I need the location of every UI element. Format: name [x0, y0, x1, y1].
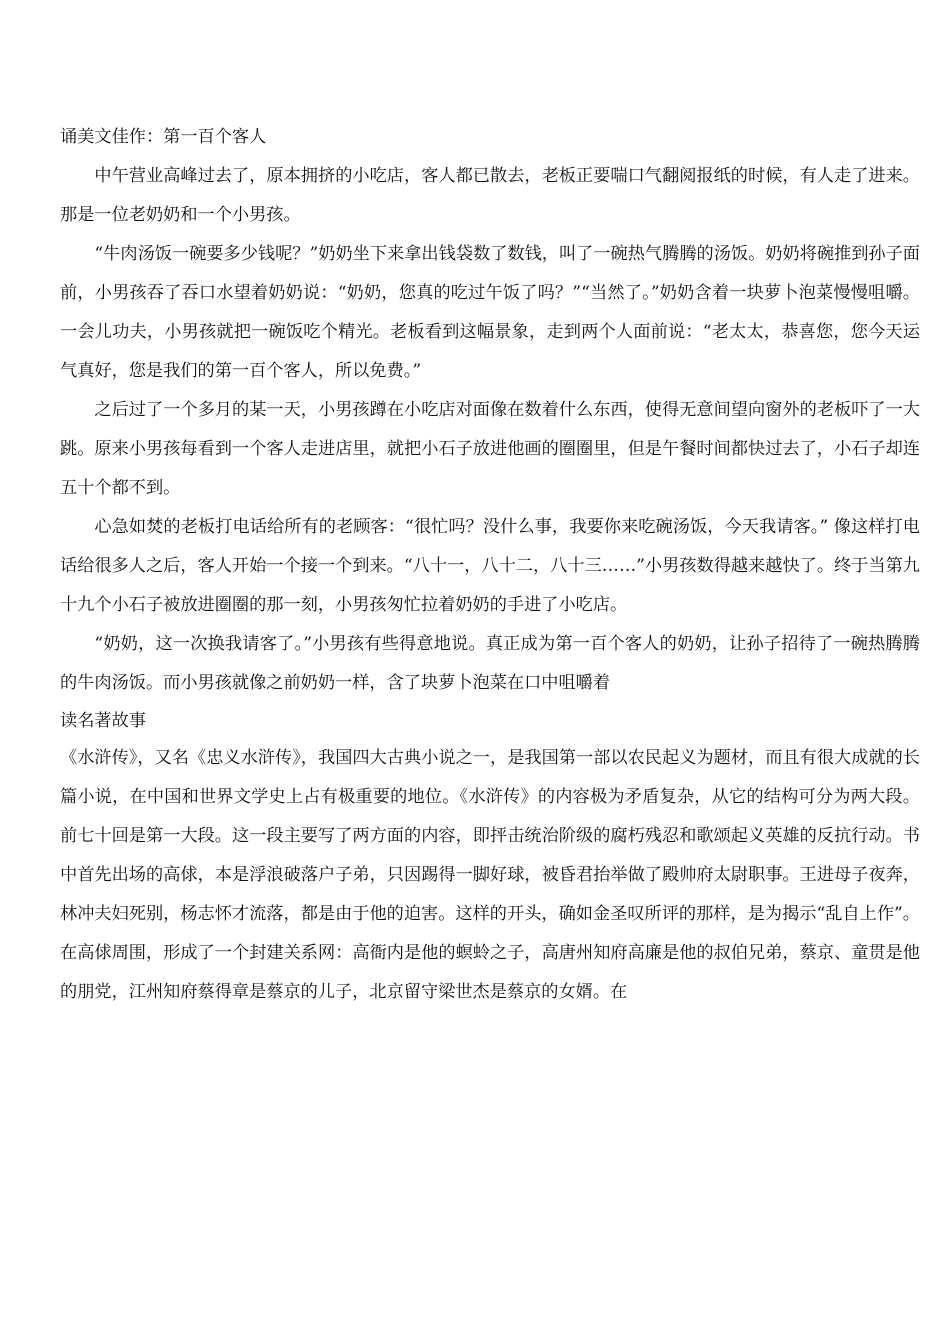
story-section-title: 读名著故事 — [60, 711, 146, 731]
article-paragraph-4: 心急如焚的老板打电话给所有的老顾客：“很忙吗？没什么事，我要你来吃碗汤饭，今天我请客。” 像这样打电话给很多人之后，客人开始一个接一个到来。“八十一，八十二，八十三……”小男孩数得越来越快了。终于当第九十九个小石子被放进圈圈的那一刻，小男孩匆忙拉着奶奶的手进了小吃店。 — [60, 517, 920, 615]
article-paragraph-3: 之后过了一个多月的某一天，小男孩蹲在小吃店对面像在数着什么东西，使得无意间望向窗外的老板吓了一大跳。原来小男孩每看到一个客人走进店里，就把小石子放进他画的圈圈里，但是午餐时间都快过去了，小石子却连五十个都不到。 — [60, 400, 920, 498]
story-paragraph: 《水浒传》，又名《忠义水浒传》，我国四大古典小说之一，是我国第一部以农民起义为题材，而且有很大成就的长篇小说，在中国和世界文学史上占有极重要的地位。《水浒传》的内容极为矛盾复杂，从它的结构可分为两大段。前七十回是第一大段。这一段主要写了两方面的内容，即抨击统治阶级的腐朽残忍和歌颂起义英雄的反抗行动。书中首先出场的高俅，本是浮浪破落户子弟，只因踢得一脚好球，被昏君抬举做了殿帅府太尉职事。王进母子夜奔，林冲夫妇死别，杨志怀才流落，都是由于他的迫害。这样的开头，确如金圣叹所评的那样，是为揭示“乱自上作”。在高俅周围，形成了一个封建关系网：高衙内是他的螟蛉之子，高唐州知府高廉是他的叔伯兄弟，蔡京、童贯是他的朋党，江州知府蔡得章是蔡京的儿子，北京留守梁世杰是蔡京的女婿。在 — [60, 748, 920, 1002]
article-title: 诵美文佳作：第一百个客人 — [60, 127, 267, 147]
document-page — [60, 118, 920, 1012]
article-paragraph-1: 中午营业高峰过去了，原本拥挤的小吃店，客人都已散去，老板正要喘口气翻阅报纸的时候，有人走了进来。那是一位老奶奶和一个小男孩。 — [60, 166, 920, 225]
article-paragraph-2: “牛肉汤饭一碗要多少钱呢？”奶奶坐下来拿出钱袋数了数钱，叫了一碗热气腾腾的汤饭。奶奶将碗推到孙子面前，小男孩吞了吞口水望着奶奶说：“奶奶，您真的吃过午饭了吗？”“当然了。”奶奶含着一块萝卜泡菜慢慢咀嚼。一会儿功夫，小男孩就把一碗饭吃个精光。老板看到这幅景象，走到两个人面前说：“老太太，恭喜您，您今天运气真好，您是我们的第一百个客人，所以免费。” — [60, 244, 920, 381]
article-paragraph-5: “奶奶，这一次换我请客了。”小男孩有些得意地说。真正成为第一百个客人的奶奶，让孙子招待了一碗热腾腾的牛肉汤饭。而小男孩就像之前奶奶一样，含了块萝卜泡菜在口中咀嚼着 — [60, 634, 920, 693]
